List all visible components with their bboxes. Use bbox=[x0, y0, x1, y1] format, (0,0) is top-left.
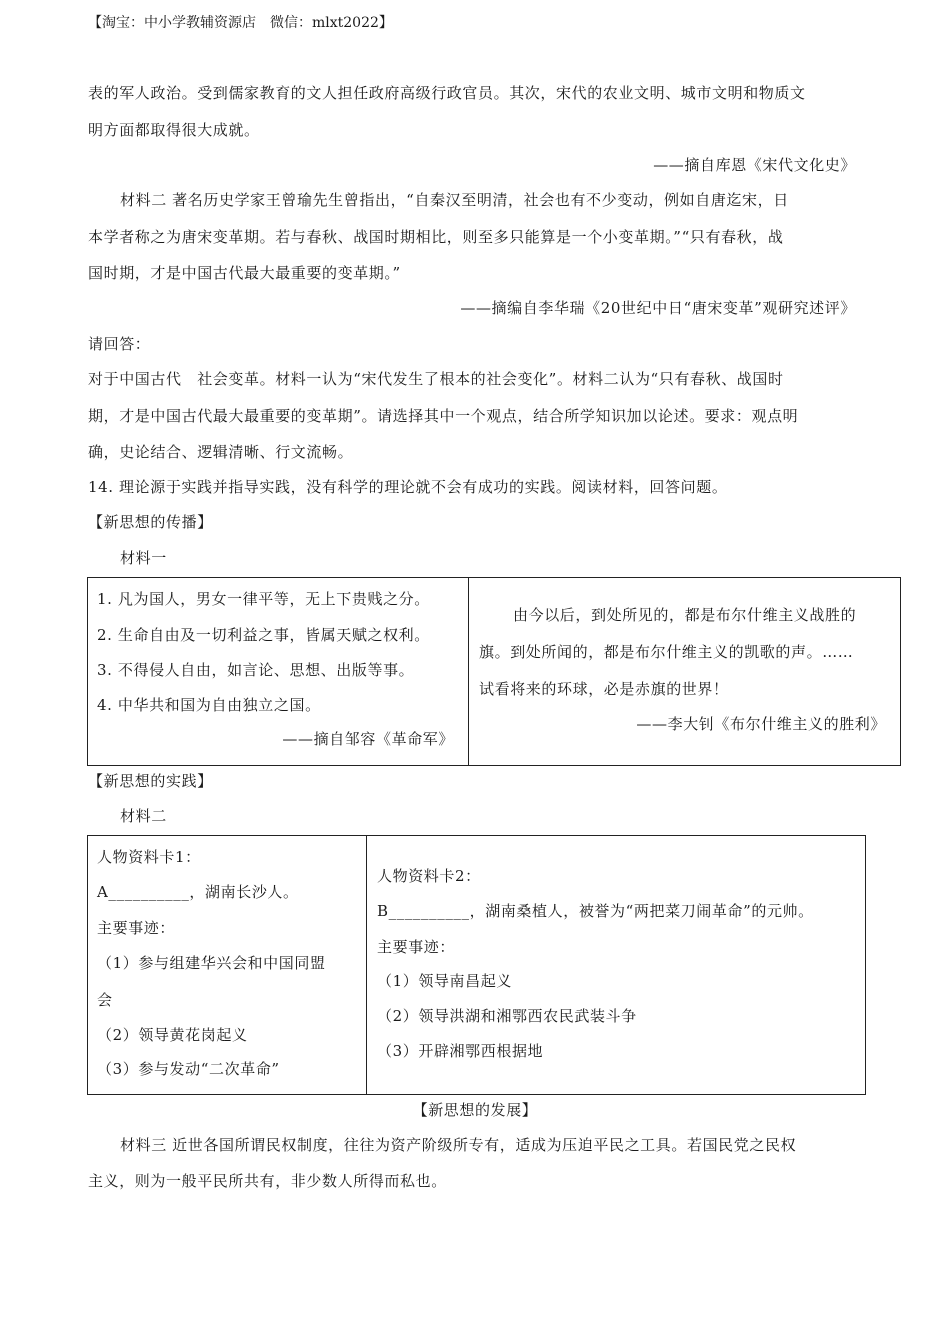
quote-line: 试看将来的环球，必是赤旗的世界！ bbox=[479, 680, 729, 698]
quote-line: 由今以后，到处所见的，都是布尔什维主义战胜的 bbox=[513, 606, 857, 624]
card-name-blank: A__________，湖南长沙人。 bbox=[97, 883, 299, 901]
source-citation: ——摘自库恩《宋代文化史》 bbox=[653, 156, 856, 174]
list-item: 4. 中华共和国为自由独立之国。 bbox=[97, 696, 321, 714]
table-cell-right bbox=[469, 578, 900, 765]
table-cell-left bbox=[88, 578, 468, 765]
card-title: 人物资料卡1： bbox=[97, 848, 201, 866]
card-subtitle: 主要事迹： bbox=[97, 919, 176, 937]
source-citation: ——李大钊《布尔什维主义的胜利》 bbox=[636, 715, 886, 733]
material-three-line: 主义，则为一般平民所共有，非少数人所得而私也。 bbox=[88, 1172, 447, 1190]
card-title: 人物资料卡2： bbox=[377, 867, 481, 885]
list-item: 1. 凡为国人，男女一律平等，无上下贵贱之分。 bbox=[97, 590, 430, 608]
material-two-line: 材料二 著名历史学家王曾瑜先生曾指出，“自秦汉至明清，社会也有不少变动，例如自唐迄宋，日 bbox=[120, 191, 789, 209]
list-item: （3）参与发动“二次革命” bbox=[97, 1060, 280, 1078]
list-item: （1）参与组建华兴会和中国同盟 bbox=[97, 954, 326, 972]
list-item: 2. 生命自由及一切利益之事，皆属天赋之权利。 bbox=[97, 626, 430, 644]
material-label: 材料一 bbox=[120, 549, 167, 567]
profile-card-2 bbox=[367, 836, 865, 1094]
paragraph-line: 表的军人政治。受到儒家教育的文人担任政府高级行政官员。其次，宋代的农业文明、城市文明和物质文 bbox=[88, 84, 806, 102]
source-citation: ——摘自邹容《革命军》 bbox=[282, 730, 454, 748]
section-heading: 【新思想的实践】 bbox=[88, 772, 213, 790]
question-14: 14. 理论源于实践并指导实践，没有科学的理论就不会有成功的实践。阅读材料，回答问题。 bbox=[88, 478, 728, 496]
list-item: （3）开辟湘鄂西根据地 bbox=[377, 1042, 544, 1060]
material-two-line: 国时期，才是中国古代最大最重要的变革期。” bbox=[88, 264, 401, 282]
question-line: 对于中国古代 社会变革。材料一认为“宋代发生了根本的社会变化”。材料二认为“只有春秋、战国时 bbox=[88, 370, 784, 388]
question-label: 请回答： bbox=[88, 335, 151, 353]
page-header: 【淘宝：中小学教辅资源店 微信：mlxt2022】 bbox=[88, 15, 393, 31]
list-item: 会 bbox=[97, 991, 113, 1009]
material-two-table bbox=[87, 835, 866, 1095]
material-two-line: 本学者称之为唐宋变革期。若与春秋、战国时期相比，则至多只能算是一个小变革期。”“只有春秋，战 bbox=[88, 228, 784, 246]
list-item: 3. 不得侵人自由，如言论、思想、出版等事。 bbox=[97, 661, 415, 679]
material-three-line: 材料三 近世各国所谓民权制度，往往为资产阶级所专有，适成为压迫平民之工具。若国民党之民权 bbox=[120, 1136, 797, 1154]
paragraph-line: 明方面都取得很大成就。 bbox=[88, 121, 260, 139]
list-item: （2）领导黄花岗起义 bbox=[97, 1026, 248, 1044]
profile-card-1 bbox=[88, 836, 366, 1094]
source-citation: ——摘编自李华瑞《20世纪中日“唐宋变革”观研究述评》 bbox=[460, 299, 856, 317]
card-name-blank: B__________，湖南桑植人，被誉为“两把菜刀闹革命”的元帅。 bbox=[377, 902, 814, 920]
section-heading: 【新思想的传播】 bbox=[88, 513, 213, 531]
question-line: 确，史论结合、逻辑清晰、行文流畅。 bbox=[88, 443, 354, 461]
quote-line: 旗。到处所闻的，都是布尔什维主义的凯歌的声。…… bbox=[479, 643, 854, 661]
section-heading: 【新思想的发展】 bbox=[412, 1101, 538, 1119]
list-item: （1）领导南昌起义 bbox=[377, 972, 512, 990]
material-label: 材料二 bbox=[120, 807, 167, 825]
question-line: 期，才是中国古代最大最重要的变革期”。请选择其中一个观点，结合所学知识加以论述。要求：观点明 bbox=[88, 407, 799, 425]
card-subtitle: 主要事迹： bbox=[377, 938, 456, 956]
list-item: （2）领导洪湖和湘鄂西农民武装斗争 bbox=[377, 1007, 637, 1025]
material-one-table bbox=[87, 577, 901, 766]
